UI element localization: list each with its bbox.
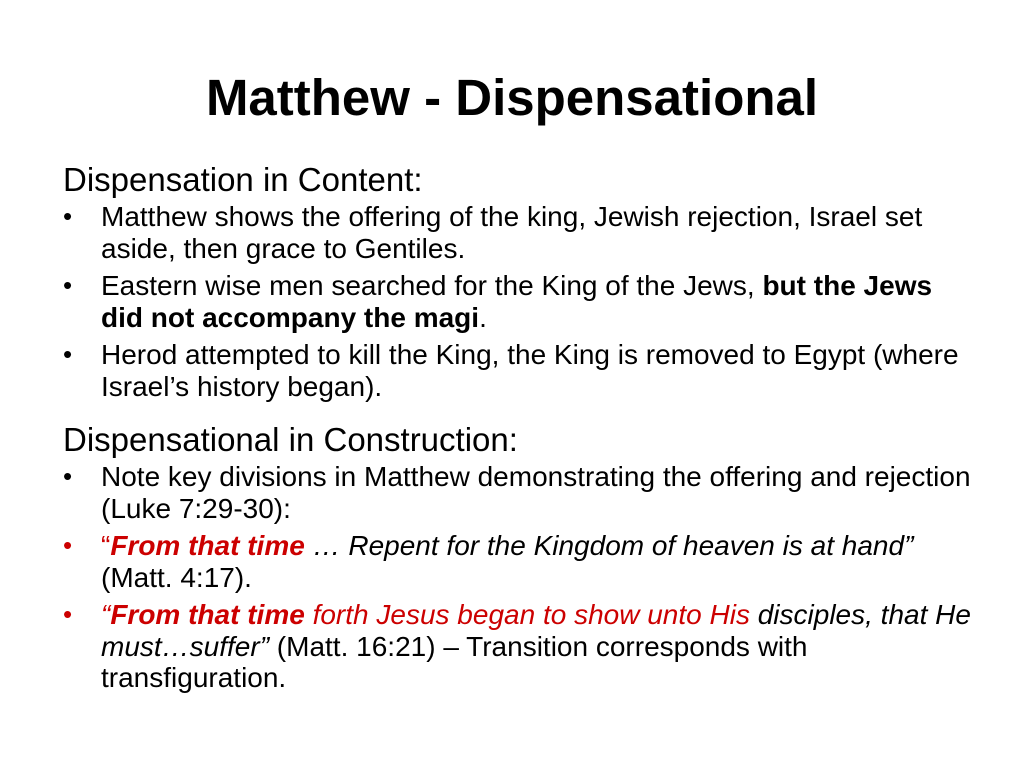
bullet-icon: • (63, 201, 73, 231)
bullet-text: Matthew shows the offering of the king, Jewish rejection, Israel set aside, then grace to Gentiles. (101, 201, 923, 264)
quote-emphasis: From that time (110, 599, 305, 630)
quote-text: … Repent for the Kingdom of heaven is at hand” (304, 530, 914, 561)
quote-mark: “ (101, 599, 111, 630)
list-item (63, 599, 973, 694)
quote-emphasis: From that time (110, 530, 305, 561)
slide-content (63, 160, 973, 700)
bullet-emphasis: but the Jews did not accompany the magi (101, 270, 933, 333)
slide-title: Matthew - Dispensational (205, 69, 819, 126)
section-heading-content: Dispensation in Content: (63, 161, 423, 198)
list-item (63, 530, 973, 593)
list-item (63, 270, 973, 333)
quote-text-red: forth Jesus began to show unto His (304, 599, 750, 630)
content-bullet-list (63, 201, 973, 402)
bullet-text: Herod attempted to kill the King, the King is removed to Egypt (where Israel’s history began). (101, 339, 959, 402)
bullet-text: . (479, 301, 487, 333)
bullet-text: Note key divisions in Matthew demonstrating the offering and rejection (Luke 7:29-30): (101, 461, 971, 524)
list-item (63, 339, 973, 402)
bullet-icon: • (63, 339, 73, 369)
bullet-icon: • (63, 270, 73, 300)
bullet-text: Eastern wise men searched for the King of the Jews, (101, 270, 763, 301)
list-item (63, 201, 973, 264)
quote-mark: “ (101, 530, 111, 561)
section-heading-construction: Dispensational in Construction: (63, 421, 518, 458)
bullet-icon: • (63, 530, 73, 560)
citation-text: (Matt. 4:17). (101, 561, 252, 593)
bullet-icon: • (63, 461, 73, 491)
quote-text: disciples, that He must…suffer” (101, 599, 971, 662)
citation-text: (Matt. 16:21) – Transition corresponds with transfiguration. (101, 630, 808, 693)
bullet-icon: • (63, 599, 73, 629)
list-item (63, 461, 973, 524)
construction-bullet-list (63, 461, 973, 694)
